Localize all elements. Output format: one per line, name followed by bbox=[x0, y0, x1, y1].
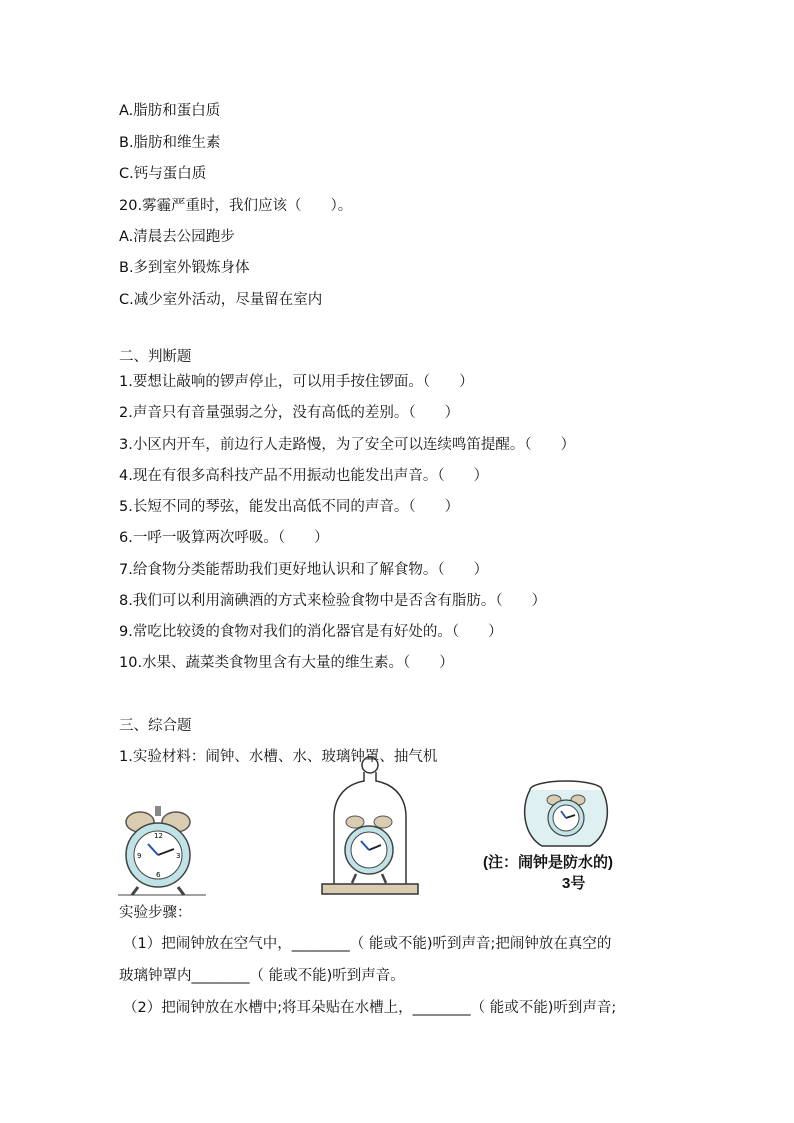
q20-option-b: B.多到室外锻炼身体 bbox=[119, 260, 250, 276]
section2-title: 二、判断题 bbox=[119, 349, 192, 365]
svg-text:6: 6 bbox=[156, 871, 161, 879]
svg-text:9: 9 bbox=[137, 852, 142, 860]
judge-item-2: 2.声音只有音量强弱之分，没有高低的差别。（ ） bbox=[119, 405, 460, 421]
bell-jar-figure bbox=[320, 755, 420, 897]
q20-stem: 20.雾霾严重时，我们应该（ ）。 bbox=[119, 198, 353, 214]
q20-option-a: A.清晨去公园跑步 bbox=[119, 229, 235, 245]
judge-item-6: 6.一呼一吸算两次呼吸。（ ） bbox=[119, 530, 329, 546]
q19-option-c: C.钙与蛋白质 bbox=[119, 166, 207, 182]
step2-line1: （2）把闹钟放在水槽中;将耳朵贴在水槽上，________（ 能或不能)听到声音; bbox=[123, 1000, 617, 1016]
section3-title: 三、综合题 bbox=[119, 718, 192, 734]
judge-item-1: 1.要想让敲响的锣声停止，可以用手按住锣面。（ ） bbox=[119, 374, 474, 390]
svg-text:12: 12 bbox=[154, 832, 163, 840]
step1-line2: 玻璃钟罩内________（ 能或不能)听到声音。 bbox=[119, 968, 405, 984]
q19-option-b: B.脂肪和维生素 bbox=[119, 135, 221, 151]
water-tank-figure bbox=[518, 778, 614, 850]
judge-item-9: 9.常吃比较烫的食物对我们的消化器官是有好处的。（ ） bbox=[119, 624, 503, 640]
judge-item-4: 4.现在有很多高科技产品不用振动也能发出声音。（ ） bbox=[119, 468, 489, 484]
judge-item-8: 8.我们可以利用滴碘酒的方式来检验食物中是否含有脂肪。（ ） bbox=[119, 593, 547, 609]
figure-note: (注：闹钟是防水的) bbox=[483, 854, 613, 871]
q1-materials: 1.实验材料：闹钟、水槽、水、玻璃钟罩、抽气机 bbox=[119, 749, 438, 765]
q20-option-c: C.减少室外活动，尽量留在室内 bbox=[119, 292, 323, 308]
step1-line1: （1）把闹钟放在空气中，________（ 能或不能)听到声音;把闹钟放在真空的 bbox=[123, 936, 612, 952]
judge-item-5: 5.长短不同的琴弦，能发出高低不同的声音。（ ） bbox=[119, 499, 460, 515]
steps-title: 实验步骤： bbox=[119, 905, 192, 921]
judge-item-3: 3.小区内开车，前边行人走路慢，为了安全可以连续鸣笛提醒。（ ） bbox=[119, 437, 576, 453]
judge-item-7: 7.给食物分类能帮助我们更好地认识和了解食物。（ ） bbox=[119, 562, 489, 578]
svg-text:3: 3 bbox=[176, 852, 181, 860]
clock-in-air-figure bbox=[118, 800, 206, 896]
figure-label: 3号 bbox=[562, 875, 586, 892]
judge-item-10: 10.水果、蔬菜类食物里含有大量的维生素。（ ） bbox=[119, 655, 454, 671]
q19-option-a: A.脂肪和蛋白质 bbox=[119, 103, 221, 119]
